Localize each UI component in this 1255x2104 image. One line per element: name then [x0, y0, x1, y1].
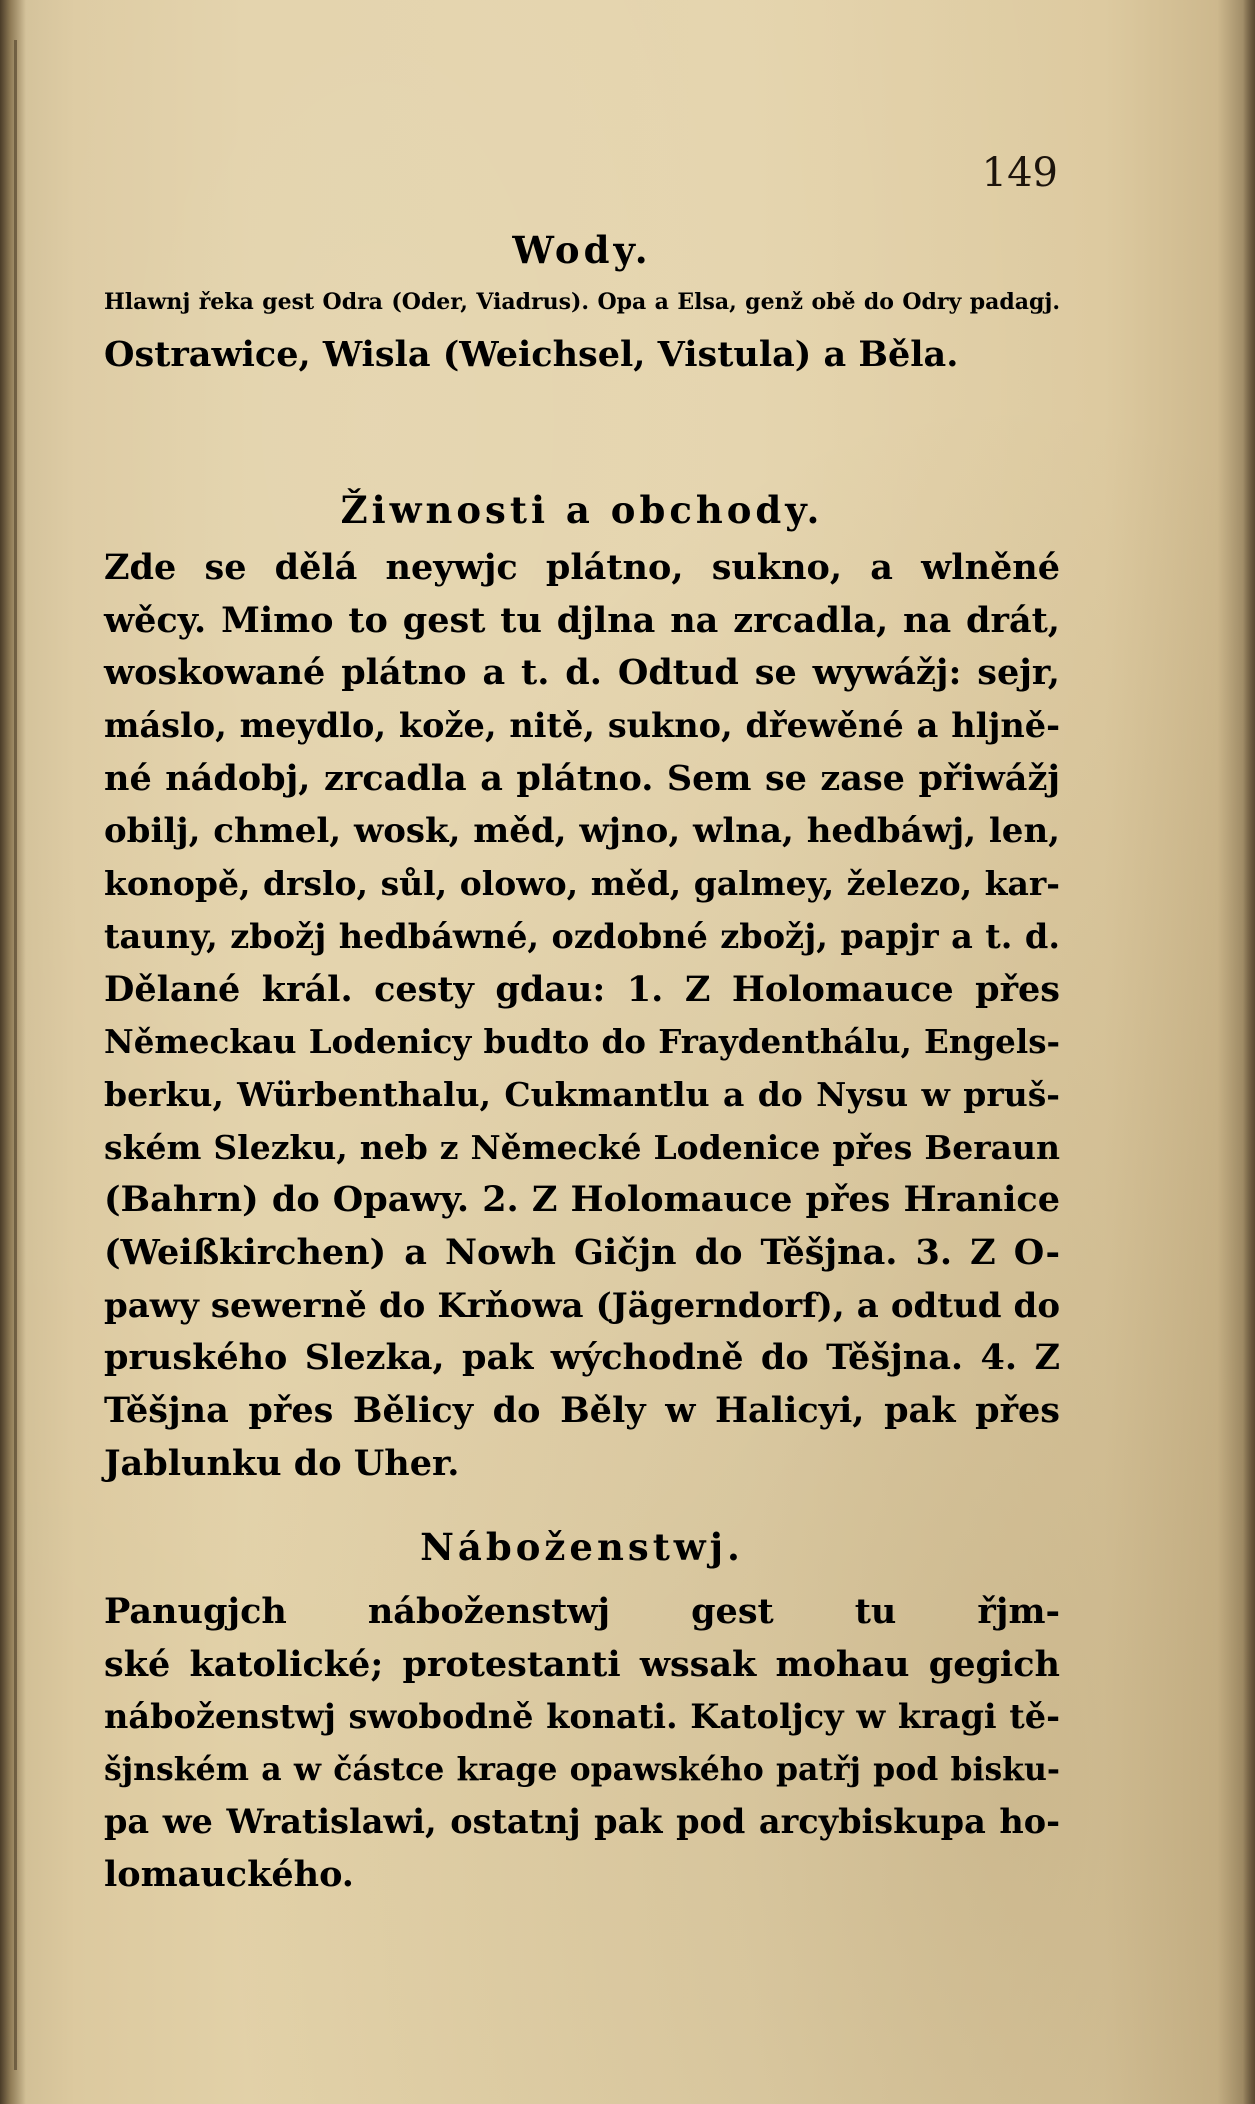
- text-line: pawy sewerně do Krňowa (Jägerndorf), a odtud do: [104, 1285, 1060, 1326]
- text-line: Hlawnj řeka gest Odra (Oder, Viadrus). Opa a Elsa, genž obě do Odry padagj.: [104, 289, 1060, 315]
- page-right-edge: [1243, 0, 1255, 2104]
- text-line: (Weißkirchen) a Nowh Gičjn do Těšjna. 3. Z O-: [104, 1231, 1060, 1273]
- text-line: konopě, drslo, sůl, olowo, měd, galmey, železo, kar-: [104, 864, 1060, 904]
- section-heading-zivnosti: Žiwnosti a obchody.: [340, 488, 824, 532]
- page-number: 149: [981, 150, 1058, 196]
- text-line: Dělané král. cesty gdau: 1. Z Holomauce přes: [104, 968, 1060, 1010]
- text-line: (Bahrn) do Opawy. 2. Z Holomauce přes Hranice: [104, 1179, 1060, 1221]
- section-paragraph-nabozenstwi: [104, 1586, 1060, 1901]
- text-line: Jablunku do Uher.: [104, 1442, 460, 1484]
- page-gutter-line: [14, 40, 17, 2070]
- page-gutter-shadow: [0, 0, 26, 2104]
- text-line: ském Slezku, neb z Německé Lodenice přes Beraun: [104, 1127, 1060, 1167]
- text-line: šjnském a w částce krage opawského patřj pod bisku-: [104, 1750, 1060, 1788]
- text-line: Zde se dělá neywjc plátno, sukno, a wlněné: [104, 547, 1060, 588]
- text-line: woskowané plátno a t. d. Odtud se wywážj: sejr,: [104, 652, 1060, 694]
- text-line: pruského Slezka, pak wýchodně do Těšjna. 4. Z: [104, 1337, 1060, 1379]
- text-line: berku, Würbenthalu, Cukmantlu a do Nysu w pruš-: [104, 1074, 1060, 1114]
- text-line: Německau Lodenicy budto do Fraydenthálu, Engels-: [104, 1022, 1060, 1062]
- section-paragraph-zivnosti: [104, 542, 1060, 1490]
- text-line: né nádobj, zrcadla a plátno. Sem se zase přiwážj: [104, 757, 1060, 799]
- text-line: Panugjch náboženstwj gest tu řjm-: [104, 1591, 1060, 1632]
- text-line: pa we Wratislawi, ostatnj pak pod arcybiskupa ho-: [104, 1802, 1060, 1841]
- section-paragraph-wody: [104, 276, 1060, 381]
- text-line: Těšjna přes Bělicy do Běly w Halicyi, pak přes: [104, 1390, 1060, 1431]
- text-line: wěcy. Mimo to gest tu djlna na zrcadla, na drát,: [104, 599, 1060, 641]
- text-line: obilj, chmel, wosk, měd, wjno, wlna, hedbáwj, len,: [104, 811, 1060, 852]
- text-line: ské katolické; protestanti wssak mohau gegich: [104, 1643, 1060, 1685]
- text-line: lomauckého.: [104, 1853, 354, 1895]
- section-heading-wody: Wody.: [512, 228, 652, 272]
- text-line: Ostrawice, Wisla (Weichsel, Vistula) a Běla.: [104, 333, 959, 375]
- section-heading-nabozenstwi: Náboženstwj.: [420, 1525, 744, 1569]
- text-line: máslo, meydlo, kože, nitě, sukno, dřewěné a hljně-: [104, 706, 1060, 746]
- text-line: náboženstwj swobodně konati. Katoljcy w kragi tě-: [104, 1697, 1060, 1736]
- text-line: tauny, zbožj hedbáwné, ozdobné zbožj, papjr a t. d.: [104, 916, 1060, 956]
